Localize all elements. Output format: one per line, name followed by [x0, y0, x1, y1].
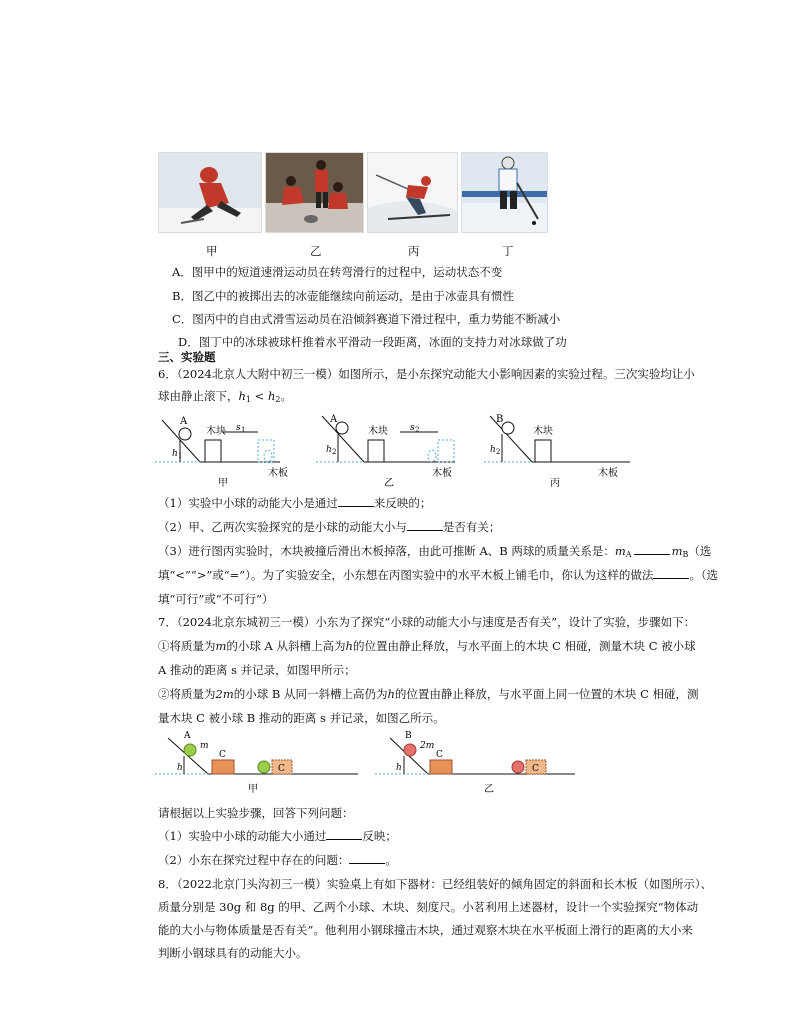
svg-text:甲: 甲 [218, 478, 228, 489]
svg-text:C: C [278, 764, 285, 774]
q8-line1: 8．（2022北京门头沟初三一模）实验桌上有如下器材：已经组装好的倾角固定的斜面和长木板（如图所示）、 [158, 877, 713, 891]
svg-text:h: h [177, 763, 183, 773]
svg-text:甲: 甲 [248, 784, 258, 795]
svg-text:A: A [330, 414, 338, 425]
q6-intro-line1: 6．（2024北京人大附中初三一模）如图所示，是小东探究动能大小影响因素的实验过程。三次实验均让小 [158, 367, 695, 381]
svg-text:s: s [410, 423, 415, 433]
photo-label-bing: 丙 [408, 244, 420, 258]
svg-text:2: 2 [415, 426, 420, 434]
svg-text:h: h [490, 445, 496, 455]
svg-text:2: 2 [496, 448, 501, 456]
q6-sub3: （3）进行图丙实验时，木块被撞后滑出木板掉落，由此可推断 A、B 两球的质量关系是：$m_A$ $m_B$（选 [158, 544, 712, 559]
q8-line4: 判断小钢球具有的动能大小。 [158, 946, 308, 960]
q8-line3: 能的大小与物体质量是否有关”。他利用小钢球撞击木块，通过观察木块在水平板面上滑行的距离的大小来 [158, 923, 693, 937]
svg-text:木块: 木块 [533, 426, 553, 437]
q6-diagram-jia [155, 416, 288, 489]
q6-sub3-line2: 填“<”“>”或“=”）。为了实验安全，小东想在丙图实验中的水平木板上铺毛巾，你认为这样的做法 。（选 [158, 568, 719, 582]
svg-text:2: 2 [332, 448, 337, 456]
svg-text:木板: 木板 [598, 468, 618, 479]
svg-text:乙: 乙 [484, 784, 494, 795]
svg-text:h: h [172, 449, 178, 459]
q7-step2: ②将质量为2m的小球 B 从同一斜槽上高仍为h的位置由静止释放，与水平面上同一位置的木块 C 相碰，测 [158, 687, 699, 701]
svg-text:2m: 2m [420, 741, 435, 751]
svg-text:木块: 木块 [206, 426, 226, 437]
photo-speed-skater [158, 152, 262, 233]
q7-intro: 7．（2024北京东城初三一模）小东为了探究“小球的动能大小与速度是否有关”，设计了实验，步骤如下： [158, 615, 696, 629]
svg-text:乙: 乙 [384, 478, 394, 489]
q7-diagram-jia [155, 731, 358, 795]
q6-label-a1: A [180, 416, 188, 427]
svg-text:木板: 木板 [268, 468, 288, 479]
q6-sub3-blank-relation[interactable] [634, 543, 670, 555]
svg-text:C: C [436, 750, 443, 760]
q5-option-a: A．图甲中的短道速滑运动员在转弯滑行的过程中，运动状态不变 [172, 265, 503, 279]
q6-sub3-blank-feasible[interactable] [653, 567, 689, 579]
q7-step1-line2: A 推动的距离 s 并记录，如图甲所示； [158, 663, 356, 677]
q7-sub1-blank[interactable] [326, 828, 362, 840]
svg-text:C: C [219, 750, 226, 760]
q6-sub2: （2）甲、乙两次实验探究的是小球的动能大小与 是否有关； [158, 520, 501, 534]
q6-figure [150, 412, 640, 492]
q6-intro-line2: 球由静止滚下，$h_1 < h_2$。 [158, 389, 292, 404]
svg-text:1: 1 [241, 426, 246, 434]
photo-curling [265, 152, 364, 233]
photo-label-jia: 甲 [206, 244, 218, 258]
q5-option-c: C．图丙中的自由式滑雪运动员在沿倾斜赛道下滑过程中，重力势能不断减小 [172, 312, 561, 326]
q7-figure [150, 730, 590, 802]
svg-text:木板: 木板 [432, 468, 452, 479]
q6-diagram-bing [484, 414, 630, 489]
svg-text:A: A [184, 731, 191, 741]
svg-text:1: 1 [178, 452, 183, 460]
q7-sub1: （1）实验中小球的动能大小通过 反映； [158, 829, 397, 843]
photo-skier [367, 152, 458, 233]
photo-label-ding: 丁 [502, 244, 514, 258]
q7-sub2-blank[interactable] [349, 852, 385, 864]
svg-text:h: h [396, 763, 402, 773]
svg-text:B: B [405, 731, 412, 741]
svg-text:B: B [496, 414, 504, 425]
q7-step1: ①将质量为m的小球 A 从斜槽上高为h的位置由静止释放，与水平面上的木块 C 相碰，测量木块 C 被小球 [158, 639, 696, 653]
q7-sub2: （2）小东在探究过程中存在的问题： 。 [158, 853, 397, 867]
q7-ask: 请根据以上实验步骤，回答下列问题： [158, 806, 354, 820]
q5-option-b: B．图乙中的被掷出去的冰壶能继续向前运动，是由于冰壶具有惯性 [172, 289, 514, 303]
photo-ice-hockey [461, 152, 548, 233]
q6-sub1-blank[interactable] [338, 495, 374, 507]
q7-diagram-yi [375, 731, 575, 795]
svg-text:s: s [236, 423, 241, 433]
section-title: 三、实验题 [158, 350, 216, 364]
q7-step2-line2: 量木块 C 被小球 B 推动的距离 s 并记录，如图乙所示。 [158, 711, 445, 725]
svg-text:丙: 丙 [550, 478, 560, 489]
svg-text:C: C [532, 764, 539, 774]
svg-text:m: m [200, 741, 209, 751]
photo-label-yi: 乙 [310, 244, 322, 258]
q6-sub1: （1）实验中小球的动能大小是通过 来反映的； [158, 496, 432, 510]
q6-diagram-yi [316, 414, 455, 489]
q5-option-d: D．图丁中的冰球被球杆推着水平滑动一段距离，冰面的支持力对冰球做了功 [178, 335, 567, 349]
q6-sub2-blank[interactable] [407, 519, 443, 531]
q8-line2: 质量分别是 30g 和 8g 的甲、乙两个小球、木块、刻度尺。小茗利用上述器材，设计一个实验探究“物体动 [158, 900, 699, 914]
svg-text:木块: 木块 [368, 426, 388, 437]
svg-text:h: h [326, 445, 332, 455]
q6-sub3-line3: 填“可行”或“不可行”） [158, 592, 274, 606]
